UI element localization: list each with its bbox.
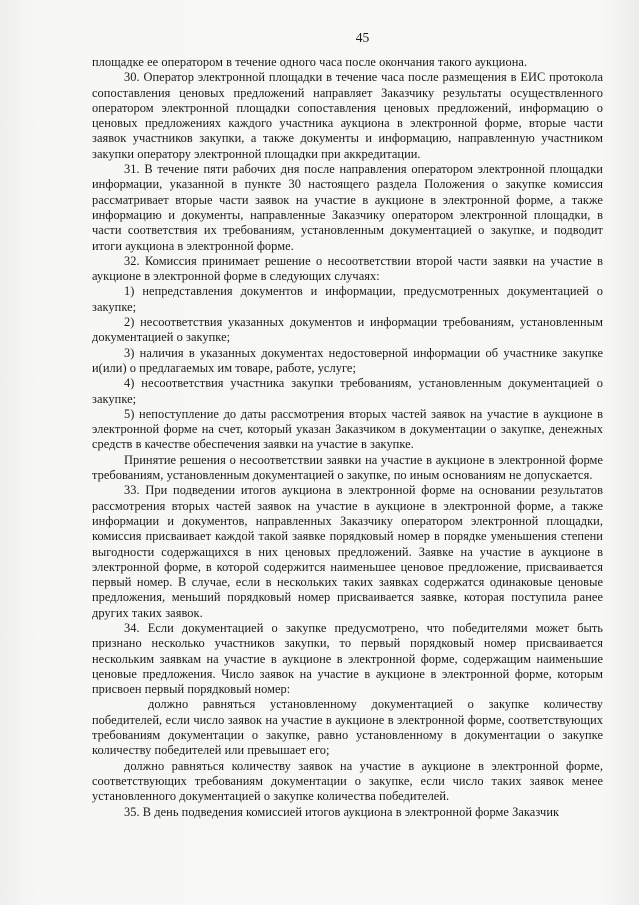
paragraph: 1) непредставления документов и информации, предусмотренных документацией о закупке; <box>92 284 603 314</box>
paragraph: 34. Если документацией о закупке предусмотрено, что победителями может быть признано несколько участников закупки, то первый порядковый номер присваивается нескольким заявкам на участие в аукционе в электронной форме, содержащим наименьшие ценовые предложения. Число заявок на участие в аукционе в электронной форме, которым присвоен первый порядковый номер: <box>92 620 603 697</box>
paragraph: 3) наличия в указанных документах недостоверной информации об участнике закупке и(или) о предлагаемых им товаре, работе, услуге; <box>92 345 603 375</box>
paragraph: 32. Комиссия принимает решение о несоответствии второй части заявки на участие в аукционе в электронной форме в следующих случаях: <box>92 253 603 284</box>
page-number: 45 <box>355 30 370 45</box>
paragraph: 2) несоответствия указанных документов и информации требованиям, установленным документацией о закупке; <box>92 315 603 345</box>
paragraph: 33. При подведении итогов аукциона в электронной форме на основании результатов рассмотрения вторых частей заявок на участие в аукционе в электронной форме, а также информации и документов, направленных Заказчику оператором электронной площадки, комиссия присваивает каждой такой заявке порядковый номер в порядке уменьшения степени выгодности содержащихся в них ценовых предложений. Заявке на участие в аукционе в электронной форме, в которой содержится наименьшее ценовое предложение, присваивается первый номер. В случае, если в нескольких таких заявках содержатся одинаковые ценовые предложения, меньший порядковый номер присваивается заявке, которая поступила ранее других таких заявок. <box>92 483 603 620</box>
paragraph: площадке ее оператором в течение одного часа после окончания такого аукциона. <box>92 55 528 69</box>
paragraph: 5) непоступление до даты рассмотрения вторых частей заявок на участие в аукционе в электронной форме на счет, который указан Заказчиком в документации о закупке, денежных средств в качестве обеспечения заявки на участие в закупке. <box>92 406 603 452</box>
paragraph: 30. Оператор электронной площадки в течение часа после размещения в ЕИС протокола сопоставления ценовых предложений направляет Заказчику результаты осуществленного оператором электронной площадки сопоставления ценовых предложений, информацию о ценовых предложениях каждого участника аукциона в электронной форме, вторые части заявок участников закупки, а также документы и информацию, направленную участником закупки оператору электронной площадки при аккредитации. <box>92 70 603 161</box>
paragraph: Принятие решения о несоответствии заявки на участие в аукционе в электронной форме требованиям, установленным документацией о закупке, по иным основаниям не допускается. <box>92 452 603 483</box>
paragraph: 4) несоответствия участника закупки требованиям, установленным документацией о закупке; <box>92 376 603 406</box>
paragraph: 31. В течение пяти рабочих дня после направления оператором электронной площадки информации, указанной в пункте 30 настоящего раздела Положения о закупке комиссия рассматривает вторые части заявок на участие в аукционе в электронной форме, а также информацию и документы, направленные Заказчику оператором электронной площадки, в части соответствия их требованиям, установленным документацией о закупке, и подводит итоги аукциона в электронной форме. <box>92 162 603 253</box>
paragraph: должно равняться установленному документацией о закупке количеству победителей, если число заявок на участие в аукционе в электронной форме, соответствующих требованиям документации о закупке, равно установленному в документации о закупке количеству победителей или превышает его; <box>92 697 603 758</box>
paragraph: должно равняться количеству заявок на участие в аукционе в электронной форме, соответствующих требованиям документации о закупке, если число таких заявок менее установленного документацией о закупке количества победителей. <box>92 758 603 804</box>
document-body <box>92 55 603 820</box>
paragraph: 35. В день подведения комиссией итогов аукциона в электронной форме Заказчик <box>124 804 560 819</box>
